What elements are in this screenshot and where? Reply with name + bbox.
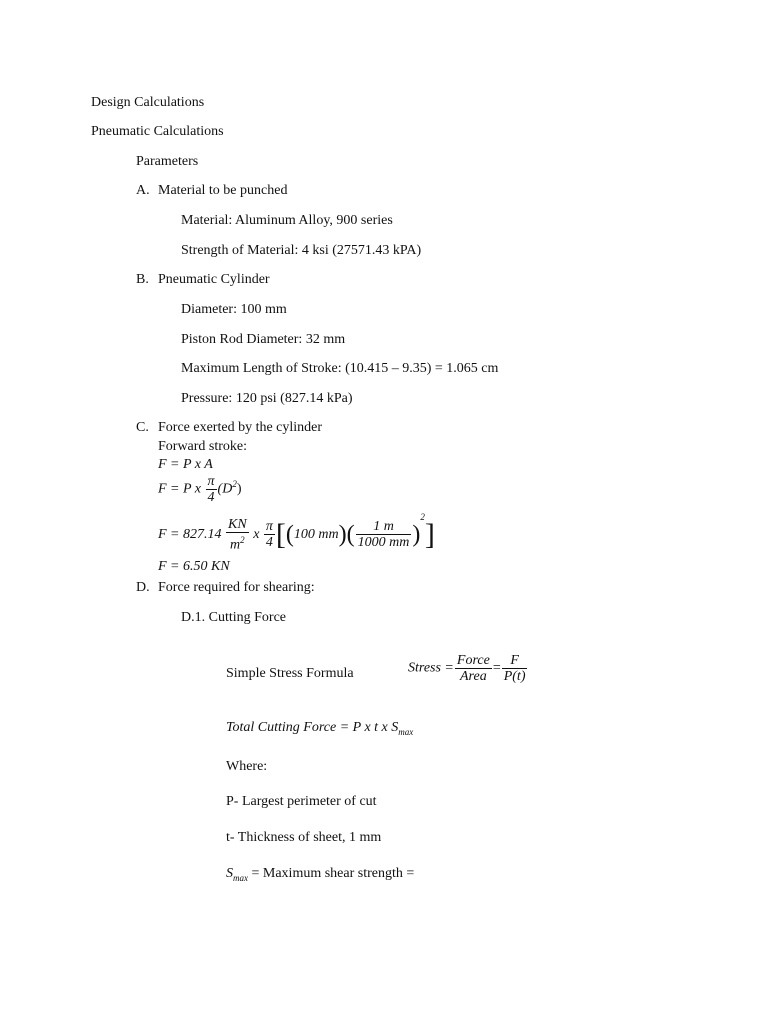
section-c	[136, 419, 323, 437]
section-b-letter: B.	[136, 272, 149, 287]
four-denominator-b: 4	[265, 535, 273, 551]
document-heading: Design Calculations	[91, 95, 205, 110]
force-over-area	[455, 653, 492, 684]
section-b	[136, 271, 270, 289]
equation-f-pi-d2: F = P x $\frac{\pi}{4}$ $(D^2)$	[158, 474, 242, 505]
pi-over-4	[206, 474, 217, 505]
section-d-title: Force required for shearing:	[158, 580, 315, 595]
strength-item: Strength of Material: 4 ksi (27571.43 kPA)	[181, 243, 422, 258]
section-a	[136, 182, 288, 200]
thousand-mm: 1000 mm	[357, 535, 410, 551]
total-cutting-force-text: Total Cutting Force = P x t x S	[226, 720, 399, 735]
s-max-subscript: max	[233, 872, 248, 883]
section-d	[136, 579, 315, 597]
section-a-letter: A.	[136, 183, 150, 198]
kn-per-m2	[226, 517, 249, 553]
four-denominator: 4	[207, 490, 215, 505]
section-c-title: Force exerted by the cylinder	[158, 420, 323, 435]
eq2-rhs: (D	[217, 481, 233, 497]
simple-stress-label: Simple Stress Formula	[226, 666, 354, 681]
one-m-over-1000mm	[356, 519, 412, 550]
equation-f-pa: F = P x A	[158, 457, 213, 472]
pi-symbol: π	[207, 474, 215, 489]
pressure-item: Pressure: 120 psi (827.14 kPa)	[181, 391, 353, 406]
f-over-pt	[502, 653, 528, 684]
material-item: Material: Aluminum Alloy, 900 series	[181, 213, 393, 228]
m2-unit: $m^2$	[230, 534, 245, 553]
parameters-label: Parameters	[136, 154, 199, 169]
area-word: Area	[460, 669, 487, 684]
diameter-item: Diameter: 100 mm	[181, 302, 287, 317]
s-definition-text: = Maximum shear strength =	[248, 866, 415, 881]
section-c-letter: C.	[136, 420, 149, 435]
equation-f-numeric: F = 827.14 $\frac{KN}{m^2}$ x $\frac{\pi}{4}$ [(100 mm)( $\frac{1 m}{1000 mm}$ )$^2$]	[158, 512, 435, 553]
equation-f-result: F = 6.50 KN	[158, 559, 230, 574]
shear-strength-definition	[226, 865, 414, 887]
force-word: Force	[456, 653, 490, 668]
stress-lhs: Stress =	[408, 660, 454, 676]
pi-symbol-b: π	[265, 519, 273, 535]
stroke-item: Maximum Length of Stroke: (10.415 – 9.35) = 1.065 cm	[181, 361, 499, 376]
s-letter: S	[226, 866, 233, 881]
eq2-lhs: F = P x	[158, 481, 202, 497]
section-a-title: Material to be punched	[158, 183, 288, 198]
section-heading: Pneumatic Calculations	[91, 124, 224, 139]
stress-formula: Stress = $\frac{\text{Force}}{\text{Area}}$ = $\frac{F}{P(t)}$	[408, 653, 526, 684]
perimeter-definition: P- Largest perimeter of cut	[226, 794, 377, 809]
kn-unit: KN	[228, 516, 247, 532]
f-letter: F	[502, 653, 528, 669]
section-d-letter: D.	[136, 580, 150, 595]
max-subscript: max	[398, 726, 414, 737]
times-symbol: x	[253, 527, 260, 542]
forward-stroke-label: Forward stroke:	[158, 439, 248, 454]
eq3-lhs: F = 827.14	[158, 527, 222, 542]
cutting-force-subtitle: D.1. Cutting Force	[181, 610, 286, 625]
total-cutting-force-equation	[226, 720, 413, 737]
pi-over-4-b	[264, 519, 275, 550]
thickness-definition: t- Thickness of sheet, 1 mm	[226, 830, 382, 845]
where-label: Where:	[226, 759, 268, 774]
one-m: 1 m	[356, 519, 412, 535]
section-b-title: Pneumatic Cylinder	[158, 272, 270, 287]
piston-rod-item: Piston Rod Diameter: 32 mm	[181, 332, 346, 347]
hundred-mm: 100 mm	[293, 527, 339, 542]
pt-denominator: P(t)	[503, 669, 526, 684]
